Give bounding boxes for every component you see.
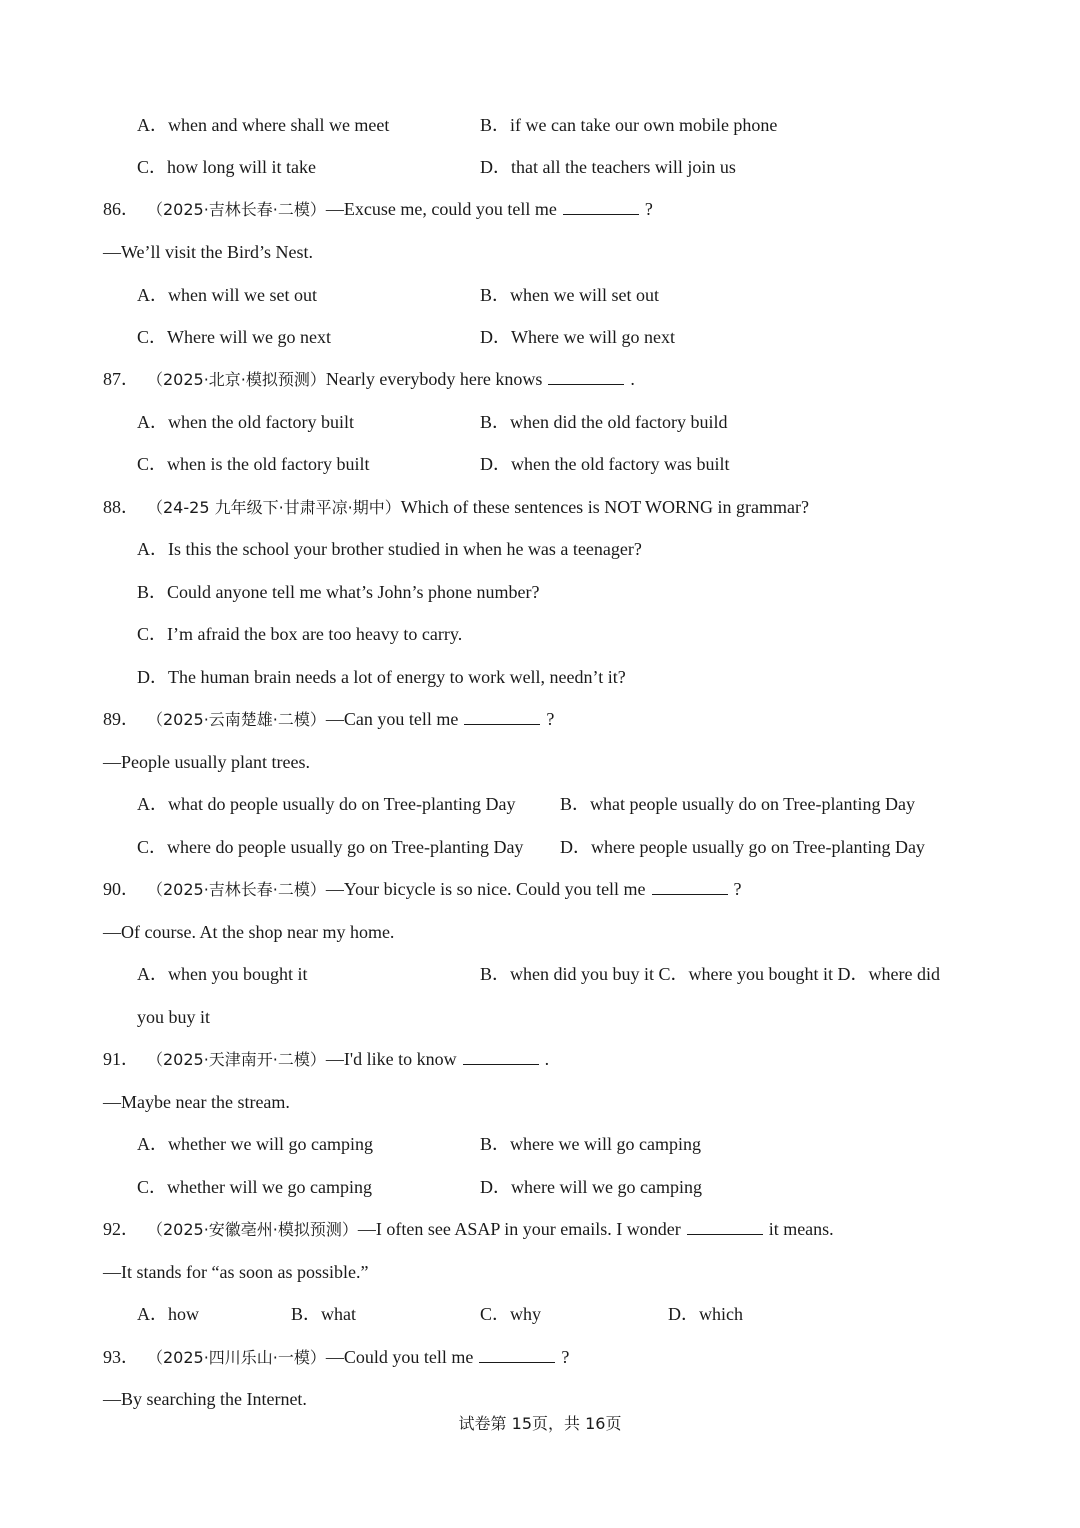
q88-option-d: D．The human brain needs a lot of energy to work well, needn’t it? <box>137 667 626 687</box>
question-number: 87． <box>103 369 139 389</box>
question-text-end: . <box>630 369 635 389</box>
q92-option-a: A．how <box>137 1304 199 1324</box>
page-footer: 试卷第 15页，共 16页 <box>458 1414 622 1433</box>
q86-stem <box>103 198 653 221</box>
q88-stem <box>103 496 809 519</box>
q92-option-b: B．what <box>291 1304 356 1324</box>
q85-option-c: C．how long will it take <box>137 157 316 177</box>
question-text: Which of these sentences is NOT WORNG in grammar? <box>400 497 809 517</box>
question-number: 91． <box>103 1049 139 1069</box>
q85-option-b: B．if we can take our own mobile phone <box>480 115 778 135</box>
q87-option-c: C．when is the old factory built <box>137 454 370 474</box>
q87-stem <box>103 368 635 391</box>
q89-reply: —People usually plant trees. <box>103 752 310 772</box>
question-source: （2025·吉林长春·二模） <box>147 880 326 899</box>
q86-reply: —We’ll visit the Bird’s Nest. <box>103 242 314 262</box>
answer-blank <box>652 878 728 895</box>
q85-option-d: D．that all the teachers will join us <box>480 157 736 177</box>
question-text: —I often see ASAP in your emails. I wonder <box>357 1219 681 1239</box>
q89-option-a: A．what do people usually do on Tree-planting Day <box>137 794 516 814</box>
question-text: —Could you tell me <box>325 1347 474 1367</box>
question-number: 86． <box>103 199 139 219</box>
q92-option-c: C．why <box>480 1304 542 1324</box>
q89-option-d: D．where people usually go on Tree-planting Day <box>560 837 925 857</box>
question-text: —Your bicycle is so nice. Could you tell me <box>325 879 646 899</box>
q90-stem <box>103 878 742 901</box>
q93-reply: —By searching the Internet. <box>103 1389 307 1409</box>
q90-reply: —Of course. At the shop near my home. <box>103 922 395 942</box>
question-text-end: ? <box>561 1347 570 1367</box>
question-text-end: ? <box>733 879 742 899</box>
answer-blank <box>479 1346 555 1363</box>
question-source: （24-25 九年级下·甘肃平凉·期中） <box>147 498 401 517</box>
answer-blank <box>563 198 639 215</box>
q85-option-a: A．when and where shall we meet <box>137 115 390 135</box>
q89-stem <box>103 708 554 731</box>
q87-option-d: D．when the old factory was built <box>480 454 730 474</box>
question-source: （2025·北京·模拟预测） <box>147 370 326 389</box>
question-text: —I'd like to know <box>325 1049 457 1069</box>
q93-stem <box>103 1346 569 1369</box>
question-source: （2025·天津南开·二模） <box>147 1050 326 1069</box>
question-source: （2025·云南楚雄·二模） <box>147 710 326 729</box>
q91-option-a: A．whether we will go camping <box>137 1134 373 1154</box>
q86-option-c: C．Where will we go next <box>137 327 331 347</box>
question-text-end: . <box>544 1049 550 1069</box>
q88-option-b: B．Could anyone tell me what’s John’s phone number? <box>137 582 540 602</box>
question-text-end: ? <box>644 199 653 219</box>
q86-option-a: A．when will we set out <box>137 285 317 305</box>
q91-option-b: B．where we will go camping <box>480 1134 701 1154</box>
q92-reply: —It stands for “as soon as possible.” <box>103 1262 369 1282</box>
answer-blank <box>464 708 540 725</box>
question-text: —Can you tell me <box>325 709 459 729</box>
q88-option-a: A．Is this the school your brother studied in when he was a teenager? <box>137 539 642 559</box>
question-source: （2025·四川乐山·一模） <box>147 1348 326 1367</box>
question-source: （2025·安徽亳州·模拟预测） <box>147 1220 358 1239</box>
question-text: —Excuse me, could you tell me <box>325 199 557 219</box>
q92-stem <box>103 1218 834 1241</box>
question-number: 89． <box>103 709 139 729</box>
answer-blank <box>687 1218 763 1235</box>
q91-option-d: D．where will we go camping <box>480 1177 702 1197</box>
answer-blank <box>463 1048 539 1065</box>
q92-option-d: D．which <box>668 1304 743 1324</box>
q89-option-b: B．what people usually do on Tree-planting Day <box>560 794 915 814</box>
q91-option-c: C．whether will we go camping <box>137 1177 372 1197</box>
q91-stem <box>103 1048 549 1071</box>
question-number: 93． <box>103 1347 139 1367</box>
q89-option-c: C．where do people usually go on Tree-planting Day <box>137 837 524 857</box>
q90-option-a: A．when you bought it <box>137 964 308 984</box>
q86-option-d: D．Where we will go next <box>480 327 675 347</box>
question-number: 92． <box>103 1219 139 1239</box>
q90-options-bcd: B．when did you buy it C．where you bought it D．where did <box>480 964 940 984</box>
question-text-end: ? <box>546 709 555 729</box>
answer-blank <box>548 368 624 385</box>
q90-option-d-continued: you buy it <box>137 1007 211 1027</box>
question-source: （2025·吉林长春·二模） <box>147 200 326 219</box>
q91-reply: —Maybe near the stream. <box>103 1092 290 1112</box>
q87-option-a: A．when the old factory built <box>137 412 354 432</box>
question-number: 90． <box>103 879 139 899</box>
q88-option-c: C．I’m afraid the box are too heavy to carry. <box>137 624 463 644</box>
question-text: Nearly everybody here knows <box>325 369 543 389</box>
q86-option-b: B．when we will set out <box>480 285 659 305</box>
question-text-end: it means. <box>768 1219 834 1239</box>
question-number: 88． <box>103 497 139 517</box>
q87-option-b: B．when did the old factory build <box>480 412 728 432</box>
